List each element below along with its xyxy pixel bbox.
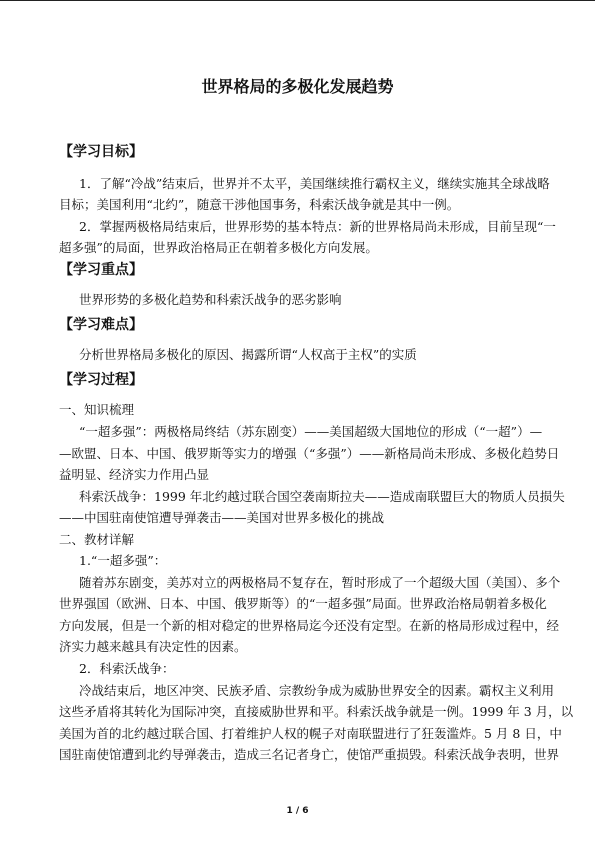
detail-paragraph-line: 国驻南使馆遭到北约导弹袭击，造成三名记者身亡，使馆严重损毁。科索沃战争表明，世界 bbox=[59, 747, 560, 762]
page-number: 1 / 6 bbox=[286, 806, 309, 816]
detail-paragraph-line: 济实力越来越具有决定性的因素。 bbox=[59, 639, 247, 654]
section-heading-difficulty: 【学习难点】 bbox=[59, 317, 143, 333]
section-heading-process: 【学习过程】 bbox=[59, 372, 143, 388]
outline-line: “一超多强”：两极格局终结（苏东剧变）——美国超级大国地位的形成（“一超”）— bbox=[79, 424, 543, 439]
goal-line: 目标；美国利用“北约”，随意干涉他国事务，科索沃战争就是其中一例。 bbox=[59, 197, 460, 212]
difficulty-text: 分析世界格局多极化的原因、揭露所谓“人权高于主权”的实质 bbox=[79, 347, 417, 362]
outline-heading: 一、知识梳理 bbox=[59, 402, 135, 417]
outline-line: 科索沃战争：1999 年北约越过联合国空袭南斯拉夫——造成南联盟巨大的物质人员损失 bbox=[79, 489, 565, 504]
detail-paragraph-line: 冷战结束后，地区冲突、民族矛盾、宗教纷争成为威胁世界安全的因素。霸权主义利用 bbox=[79, 683, 555, 698]
document-title: 世界格局的多极化发展趋势 bbox=[201, 77, 394, 96]
detail-subheading: 2．科索沃战争： bbox=[79, 661, 175, 676]
outline-line: —欧盟、日本、中国、俄罗斯等实力的增强（“多强”）——新格局尚未形成、多极化趋势日 bbox=[59, 446, 560, 461]
outline-line: ——中国驻南使馆遭导弹袭击——美国对世界多极化的挑战 bbox=[59, 510, 385, 525]
header-rule bbox=[0, 0, 595, 1]
detail-paragraph-line: 这些矛盾将其转化为国际冲突，直接威胁世界和平。科索沃战争就是一例。1999 年 3 月，以 bbox=[59, 704, 574, 719]
detail-paragraph-line: 美国为首的北约越过联合国、打着维护人权的幌子对南联盟进行了狂轰滥炸。5 月 8 日，中 bbox=[59, 726, 562, 741]
goal-line: 1．了解“冷战”结束后，世界并不太平，美国继续推行霸权主义，继续实施其全球战略 bbox=[79, 176, 550, 191]
section-heading-key: 【学习重点】 bbox=[59, 262, 143, 278]
detail-paragraph-line: 世界强国（欧洲、日本、中国、俄罗斯等）的“一超多强”局面。世界政治格局朝着多极化 bbox=[59, 596, 547, 611]
key-point-text: 世界形势的多极化趋势和科索沃战争的恶劣影响 bbox=[79, 292, 342, 307]
outline-line: 益明显、经济实力作用凸显 bbox=[59, 467, 210, 482]
section-heading-goals: 【学习目标】 bbox=[59, 144, 143, 160]
detail-paragraph-line: 方向发展，但是一个新的相对稳定的世界格局迄今还没有定型。在新的格局形成过程中，经 bbox=[59, 618, 560, 633]
detail-paragraph-line: 随着苏东剧变，美苏对立的两极格局不复存在，暂时形成了一个超级大国（美国）、多个 bbox=[79, 575, 561, 590]
detail-heading: 二、教材详解 bbox=[59, 532, 135, 547]
goal-line: 2．掌握两极格局结束后，世界形势的基本特点：新的世界格局尚未形成，目前呈现“一 bbox=[79, 219, 556, 234]
detail-subheading: 1.“一超多强”： bbox=[79, 553, 167, 568]
goal-line: 超多强”的局面，世界政治格局正在朝着多极化方向发展。 bbox=[59, 240, 378, 255]
